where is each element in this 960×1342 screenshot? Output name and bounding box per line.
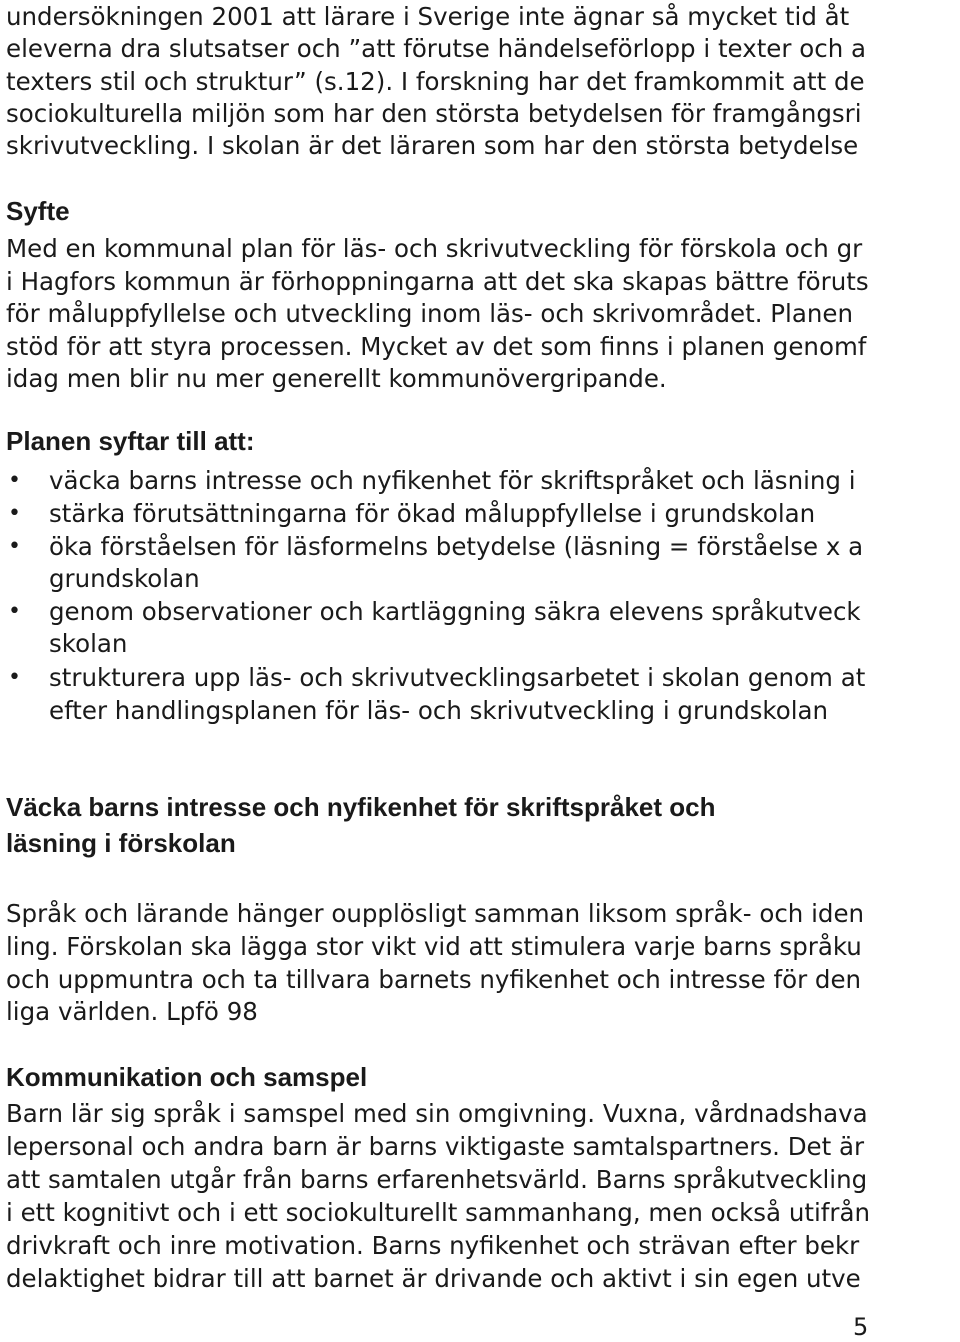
bullet-icon: • bbox=[8, 534, 21, 559]
section-heading-planen: Planen syftar till att: bbox=[6, 426, 255, 456]
list-item-text: skolan bbox=[49, 629, 128, 658]
bullet-icon: • bbox=[8, 501, 21, 526]
text-line: att samtalen utgår från barns erfarenhetsvärld. Barns språkutveckling bbox=[6, 1165, 868, 1194]
text-line: och uppmuntra och ta tillvara barnets nyfikenhet och intresse för den bbox=[6, 965, 862, 994]
text-line: liga världen. Lpfö 98 bbox=[6, 997, 258, 1026]
section-heading-kommunikation: Kommunikation och samspel bbox=[6, 1062, 368, 1092]
text-line: stöd för att styra processen. Mycket av det som finns i planen genomf bbox=[6, 332, 867, 361]
bullet-icon: • bbox=[8, 599, 21, 624]
list-item-text: öka förståelsen för läsformelns betydelse (läsning = förståelse x a bbox=[49, 532, 864, 561]
text-line: Med en kommunal plan för läs- och skrivutveckling för förskola och gr bbox=[6, 234, 863, 263]
text-line: eleverna dra slutsatser och ”att förutse händelseförlopp i texter och a bbox=[6, 34, 867, 63]
text-line: delaktighet bidrar till att barnet är drivande och aktivt i sin egen utve bbox=[6, 1264, 861, 1293]
text-line: i ett kognitivt och i ett sociokulturellt sammanhang, men också utifrån bbox=[6, 1198, 871, 1227]
text-line: sociokulturella miljön som har den största betydelsen för framgångsri bbox=[6, 99, 862, 128]
list-item-text: genom observationer och kartläggning säkra elevens språkutveck bbox=[49, 597, 861, 626]
text-line: undersökningen 2001 att lärare i Sverige inte ägnar så mycket tid åt bbox=[6, 2, 850, 31]
list-item-text: efter handlingsplanen för läs- och skrivutveckling i grundskolan bbox=[49, 696, 829, 725]
text-line: drivkraft och inre motivation. Barns nyfikenhet och strävan efter bekr bbox=[6, 1231, 860, 1260]
text-line: lepersonal och andra barn är barns viktigaste samtalspartners. Det är bbox=[6, 1132, 865, 1161]
page-number: 5 bbox=[853, 1313, 869, 1341]
text-line: skrivutveckling. I skolan är det läraren som har den största betydelse bbox=[6, 131, 859, 160]
list-item-text: väcka barns intresse och nyfikenhet för skriftspråket och läsning i bbox=[49, 466, 856, 495]
text-line: i Hagfors kommun är förhoppningarna att det ska skapas bättre föruts bbox=[6, 267, 869, 296]
text-line: ling. Förskolan ska lägga stor vikt vid att stimulera varje barns språku bbox=[6, 932, 862, 961]
bullet-icon: • bbox=[8, 468, 21, 493]
bullet-icon: • bbox=[8, 665, 21, 690]
list-item-text: strukturera upp läs- och skrivutvecklingsarbetet i skolan genom at bbox=[49, 663, 866, 692]
list-item-text: stärka förutsättningarna för ökad måluppfyllelse i grundskolan bbox=[49, 499, 816, 528]
section-heading-vacka-line2: läsning i förskolan bbox=[6, 828, 236, 858]
text-line: Språk och lärande hänger oupplösligt samman liksom språk- och iden bbox=[6, 899, 865, 928]
text-line: för måluppfyllelse och utveckling inom läs- och skrivområdet. Planen bbox=[6, 299, 853, 328]
text-line: idag men blir nu mer generellt kommunövergripande. bbox=[6, 364, 667, 393]
section-heading-syfte: Syfte bbox=[6, 196, 70, 226]
text-line: texters stil och struktur” (s.12). I forskning har det framkommit att de bbox=[6, 67, 865, 96]
text-line: Barn lär sig språk i samspel med sin omgivning. Vuxna, vårdnadshava bbox=[6, 1099, 868, 1128]
section-heading-vacka: Väcka barns intresse och nyfikenhet för skriftspråket och bbox=[6, 792, 716, 822]
list-item-text: grundskolan bbox=[49, 564, 200, 593]
